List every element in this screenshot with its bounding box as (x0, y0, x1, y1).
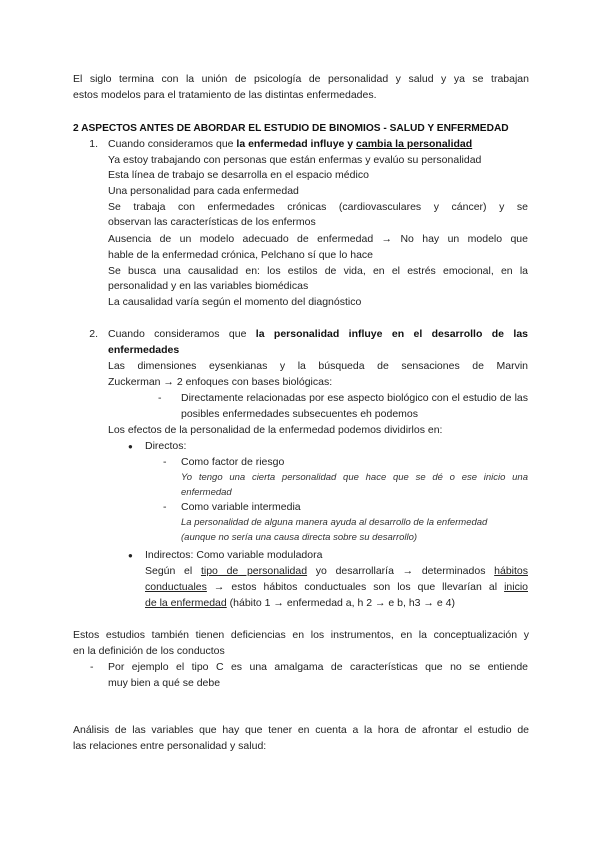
risk-note-line: Yo tengo una cierta personalidad que hace que se dé o ese inicio una (181, 472, 528, 483)
deficiency-example-line-2: muy bien a qué se debe (108, 677, 221, 689)
indirect-line-3: de la enfermedad (hábito 1 → enfermedad a, h 2 → e b, h3 → e 4) (145, 597, 455, 609)
item1-line: personalidad y en las variables biomédicas (108, 280, 309, 292)
item1-lead: Cuando consideramos que (108, 138, 237, 150)
item1-bold-a: la enfermedad influye y (236, 138, 357, 150)
item1-line: Se busca una causalidad en: los estilos de vida, en el estrés emocional, en la (108, 265, 528, 277)
item2-line: Las dimensiones eysenkianas y la búsqueda de sensaciones de Marvin (108, 360, 528, 372)
dash-marker: - (163, 501, 167, 513)
item2-number: 2. (89, 328, 98, 340)
underlined-term: de la enfermedad (145, 597, 227, 609)
item2-bold-line2: enfermedades (108, 344, 180, 356)
item2-line: Zuckerman → 2 enfoques con bases biológicas: (108, 376, 333, 388)
intermediate-note-line: La personalidad de alguna manera ayuda al desarrollo de la enfermedad (181, 517, 488, 528)
dash-marker: - (158, 392, 162, 404)
item2-bold-line1: la personalidad influye en el desarrollo de las (255, 328, 528, 340)
intro-line-1: El siglo termina con la unión de psicología de personalidad y salud y ya se trabajan (73, 73, 529, 85)
deficiencies-line-2: en la definición de los conductos (73, 645, 225, 657)
item2-sub-line: posibles enfermedades subsecuentes eh podemos (181, 408, 418, 420)
intermediate-label: Como variable intermedia (181, 501, 301, 513)
risk-factor-label: Como factor de riesgo (181, 456, 285, 468)
risk-note-line: enfermedad (181, 487, 232, 498)
deficiency-example-line-1: Por ejemplo el tipo C es una amalgama de características que no se entiende (108, 661, 528, 673)
item1-number: 1. (89, 138, 98, 150)
item2-heading-cont (108, 343, 179, 358)
underlined-term: conductuales (145, 581, 207, 593)
deficiencies-line-1: Estos estudios también tienen deficiencias en los instrumentos, en la conceptualización y (73, 629, 529, 641)
item1-line: Ausencia de un modelo adecuado de enfermedad → No hay un modelo que (108, 233, 528, 245)
item2-lead: Cuando consideramos que (108, 328, 256, 340)
indirectos-label: Indirectos: Como variable moduladora (145, 549, 323, 561)
dash-marker: - (163, 456, 167, 468)
item1-line: Una personalidad para cada enfermedad (108, 185, 299, 197)
directos-label: Directos: (145, 440, 187, 452)
item1-bold-b: cambia la personalidad (356, 138, 473, 150)
intermediate-note-line: (aunque no sería una causa directa sobre su desarrollo) (181, 532, 418, 543)
indirect-line-2: conductuales → estos hábitos conductuales son los que llevarían al inicio (145, 581, 528, 593)
item1-line: Se trabaja con enfermedades crónicas (cardiovasculares y cáncer) y se (108, 201, 528, 213)
item1-line: La causalidad varía según el momento del diagnóstico (108, 296, 362, 308)
item2-sub-line: Directamente relacionadas por ese aspecto biológico con el estudio de las (181, 392, 528, 404)
item1-heading (108, 137, 472, 152)
bullet-marker: ● (128, 442, 133, 451)
item1-line: observan las características de los enfermos (108, 216, 316, 228)
underlined-term: tipo de personalidad (200, 565, 308, 577)
item1-line: Ya estoy trabajando con personas que están enfermas y evalúo su personalidad (108, 154, 482, 166)
item1-line: Esta línea de trabajo se desarrolla en el espacio médico (108, 169, 369, 181)
dash-marker: - (90, 661, 94, 673)
effects-line: Los efectos de la personalidad de la enfermedad podemos dividirlos en: (108, 424, 443, 436)
analysis-line-1: Análisis de las variables que hay que tener en cuenta a la hora de afrontar el estudio de (73, 724, 529, 736)
underlined-term: inicio (504, 581, 528, 593)
item2-heading (108, 327, 528, 342)
analysis-line-2: las relaciones entre personalidad y salud: (73, 740, 267, 752)
item1-line: hable de la enfermedad crónica, Pelchano sí que lo hace (108, 249, 374, 261)
section-title: 2 ASPECTOS ANTES DE ABORDAR EL ESTUDIO DE BINOMIOS - SALUD Y ENFERMEDAD (73, 123, 509, 134)
intro-line-2: estos modelos para el tratamiento de las distintas enfermedades. (73, 89, 377, 101)
indirect-line-1: Según el tipo de personalidad yo desarrollaría → determinados hábitos (145, 565, 528, 577)
underlined-term: hábitos (494, 565, 528, 577)
bullet-marker: ● (128, 551, 133, 560)
